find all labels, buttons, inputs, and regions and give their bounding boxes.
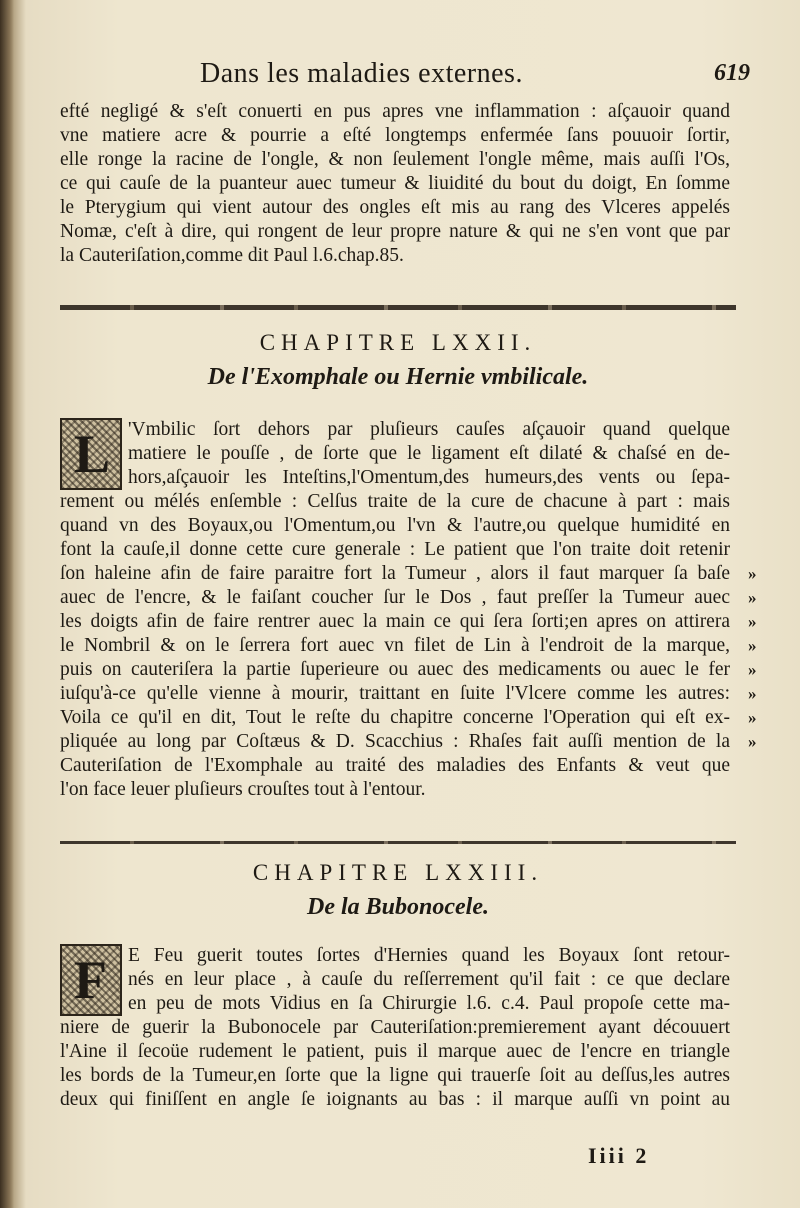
text-line: le Pterygium qui vient autour des ongles eſt mis au rang des Vlceres appelés	[60, 197, 730, 218]
text-line: le Nombril & on le ſerrera fort auec vn filet de Lin à l'endroit de la marque,	[60, 635, 730, 656]
text-line: E Feu guerit toutes ſortes d'Hernies quand les Boyaux ſont retour-	[128, 945, 730, 966]
text-line: nés en leur place , à cauſe du reſſerrement qu'il fait : ce que declare	[128, 969, 730, 990]
text-line: vne matiere acre & pourrie a eſté longtemps enfermée ſans pouuoir ſortir,	[60, 125, 730, 146]
text-line: deux qui finiſſent en angle ſe ioignants au bas : il marque auſſi vn point au	[60, 1089, 730, 1110]
chapter-heading: CHAPITRE LXXIII.	[252, 860, 544, 885]
page-number: 619	[714, 60, 750, 86]
text-line: puis on cauteriſera la partie ſuperieure ou auec des medicaments ou auec le fer	[60, 659, 730, 680]
quote-mark: »	[748, 684, 757, 703]
quote-mark: »	[748, 732, 757, 751]
text-line: matiere le pouſſe , de ſorte que le ligament eſt dilaté & chaſsé en de-	[128, 443, 730, 464]
quote-mark: »	[748, 708, 757, 727]
text-line: font la cauſe,il donne cette cure generale : Le patient que l'on traite doit retenir	[60, 539, 730, 560]
text-line: Voila ce qu'il en dit, Tout le reſte du chapitre concerne l'Operation qui eſt ex-	[60, 707, 730, 728]
text-line: en peu de mots Vidius en ſa Chirurgie l.6. c.4. Paul propoſe cette ma-	[128, 993, 730, 1014]
quote-mark: »	[748, 660, 757, 679]
text-line: elle ronge la racine de l'ongle, & non ſeulement l'ongle même, mais auſſi l'Os,	[60, 149, 730, 170]
text-line: iuſqu'à-ce qu'elle vienne à mourir, traittant en ſuite l'Vlcere comme les autres:	[60, 683, 730, 704]
text-line: rement ou mélés enſemble : Celſus traite de la cure de chacune à part : mais	[60, 491, 730, 512]
text-line: quand vn des Boyaux,ou l'Omentum,ou l'vn & l'autre,ou quelque humidité en	[60, 515, 730, 536]
running-head	[200, 58, 750, 98]
text-line: l'Aine il ſecoüe rudement le patient, puis il marque auec de l'encre en triangle	[60, 1041, 730, 1062]
section-rule	[60, 841, 736, 844]
signature-mark: Iiii 2	[588, 1143, 650, 1168]
text-line: ce qui cauſe de la puanteur auec tumeur & liuidité du bout du doigt, En ſomme	[60, 173, 730, 194]
text-line: niere de guerir la Bubonocele par Cauteriſation:premierement ayant découuert	[60, 1017, 730, 1038]
text-line: efté negligé & s'eſt conuerti en pus apres vne inflammation : aſçauoir quand	[60, 101, 730, 122]
chapter-subtitle: De l'Exomphale ou Hernie vmbilicale.	[207, 364, 589, 390]
text-line: Nomæ, c'eſt à dire, qui rongent de leur propre nature & qui ne s'en vont que par	[60, 221, 730, 242]
section-rule	[60, 305, 736, 310]
quote-mark: »	[748, 612, 757, 631]
text-line: ſon haleine afin de faire paraitre fort la Tumeur , alors il faut marquer ſa baſe	[60, 563, 730, 584]
drop-cap-ornament	[60, 944, 122, 1016]
text-line: les bords de la Tumeur,en ſorte que la ligne qui trauerſe ſoit au deſſus,les autres	[60, 1065, 730, 1086]
text-line: l'on face leuer pluſieurs crouſtes tout à l'entour.	[60, 779, 426, 800]
quote-mark: »	[748, 636, 757, 655]
drop-cap-letter: L	[74, 424, 111, 484]
text-line: auec de l'encre, & le faiſant coucher ſur le Dos , faut preſſer la Tumeur auec	[60, 587, 730, 608]
binding-shadow	[0, 0, 14, 1208]
text-line: 'Vmbilic ſort dehors par pluſieurs cauſes aſçauoir quand quelque	[128, 419, 730, 440]
running-title: Dans les maladies externes.	[200, 58, 523, 89]
quote-mark: »	[748, 564, 757, 583]
quote-mark: »	[748, 588, 757, 607]
chapter-subtitle: De la Bubonocele.	[307, 894, 489, 920]
text-line: la Cauteriſation,comme dit Paul l.6.chap.85.	[60, 245, 404, 266]
text-line: les doigts afin de faire rentrer auec la main ce qui ſera ſorti;en apres on attirera	[60, 611, 730, 632]
drop-cap-ornament	[60, 418, 122, 490]
text-line: pliquée au long par Coſtæus & D. Scacchius : Rhaſes fait auſſi mention de la	[60, 731, 730, 752]
text-line: hors,aſçauoir les Inteſtins,l'Omentum,des humeurs,des vents ou ſepa-	[128, 467, 730, 488]
drop-cap-letter: F	[74, 950, 107, 1010]
chapter-heading: CHAPITRE LXXII.	[259, 330, 537, 355]
text-line: Cauteriſation de l'Exomphale au traité des maladies des Enfants & veut que	[60, 755, 730, 776]
